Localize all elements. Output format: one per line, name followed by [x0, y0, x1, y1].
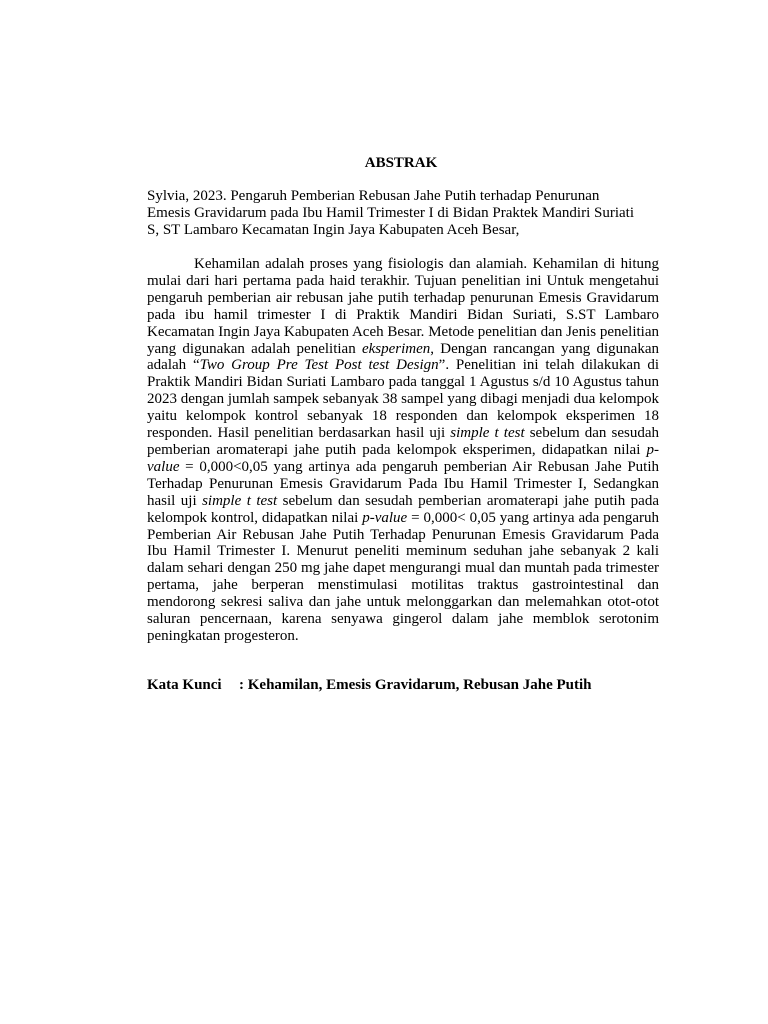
abstract-body: [147, 256, 659, 645]
abstract-italic-term: eksperimen: [361, 340, 431, 357]
keywords-line: [147, 676, 659, 694]
citation-line: Sylvia, 2023. Pengaruh Pemberian Rebusan Jahe Putih terhadap Penurunan: [147, 188, 600, 204]
keywords-value: : Kehamilan, Emesis Gravidarum, Rebusan Jahe Putih: [239, 677, 592, 693]
abstract-text: ”. Penelitian ini telah dilakukan di Praktik Mandiri Bidan Suriati Lambaro pada tanggal 1 Agustus s/d 10 Agustus tahun 2023 dengan jumlah sampek sebanyak 38 sampel yang dibagi menjadi dua kelompok yaitu kelompok kontrol sebanyak 18 responden dan kelompok eksperimen 18 responden. Hasil penelitian berdasarkan hasil uji: [147, 357, 659, 442]
abstract-italic-term: p-value: [147, 441, 659, 475]
keywords-label: Kata Kunci: [147, 677, 222, 693]
abstract-italic-term: Two Group Pre Test Post test Design: [199, 357, 439, 374]
abstract-italic-term: simple t test: [202, 492, 278, 509]
abstract-text: sebelum dan sesudah pemberian aromaterapi jahe putih pada kelompok kontrol, didapatkan nilai: [147, 492, 659, 526]
citation-line: S, ST Lambaro Kecamatan Ingin Jaya Kabupaten Aceh Besar,: [147, 222, 520, 239]
abstract-text: = 0,000<0,05 yang artinya ada pengaruh pemberian Air Rebusan Jahe Putih Terhadap Penurunan Emesis Gravidarum Pada Ibu Hamil Trimester I, Sedangkan hasil uji: [147, 458, 659, 509]
abstract-italic-term: p-value: [362, 509, 408, 526]
citation-block: [147, 188, 659, 240]
abstract-italic-term: simple t test: [450, 425, 525, 442]
abstract-title: ABSTRAK: [364, 155, 438, 171]
abstract-text: sebelum dan sesudah pemberian aromaterapi jahe putih pada kelompok eksperimen, didapatkan nilai: [147, 425, 659, 458]
citation-line: Emesis Gravidarum pada Ibu Hamil Trimester I di Bidan Praktek Mandiri Suriati: [147, 205, 635, 222]
abstract-text: Kehamilan adalah proses yang fisiologis dan alamiah. Kehamilan di hitung mulai dari hari pertama pada haid terakhir. Tujuan penelitian ini Untuk mengetahui pengaruh pemberian air rebusan jahe putih terhadap penurunan Emesis Gravidarum pada ibu hamil trimester I di Praktik Mandiri Bidan Suriati, S.ST Lambaro Kecamatan Ingin Jaya Kabupaten Aceh Besar. Metode penelitian dan Jenis penelitian yang digunakan adalah penelitian: [147, 256, 659, 357]
abstract-text: = 0,000< 0,05 yang artinya ada pengaruh Pemberian Air Rebusan Jahe Putih Terhadap Penurunan Emesis Gravidarum Pada Ibu Hamil Trimester I. Menurut peneliti meminum seduhan jahe sebanyak 2 kali dalam sehari dengan 250 mg jahe dapet mengurangi mual dan muntah pada trimester pertama, jahe berperan menstimulasi motilitas traktus gastrointestinal dan mendorong sekresi saliva dan jahe untuk melonggarkan dan melemahkan otot-otot saluran pencernaan, karena senyawa gingerol dalam jahe memblok serotonim peningkatan progesteron.: [147, 509, 659, 644]
abstract-text: , Dengan rancangan yang digunakan adalah “: [147, 340, 659, 374]
